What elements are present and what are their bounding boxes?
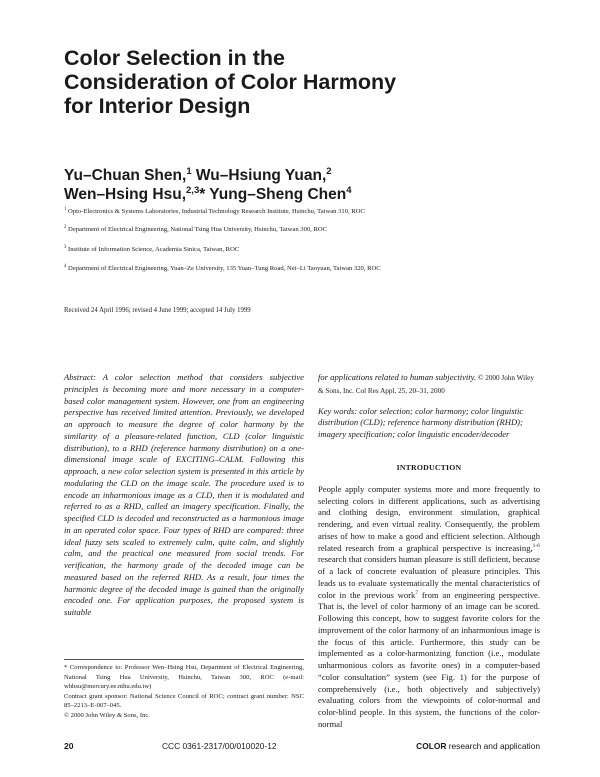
abstract [64, 372, 304, 619]
author-line-1 [64, 166, 564, 185]
affiliation-4 [64, 264, 484, 275]
title-line-3: for Interior Design [64, 94, 251, 118]
author-list [64, 166, 564, 204]
keywords-text: color selection; color harmony; color linguistic distribution (CLD); reference harmony distribution (RHD); imagery specification; color linguistic encoder/decoder [318, 405, 524, 439]
affiliation-1 [64, 207, 484, 218]
affiliation-text: Department of Electrical Engineering, Yuan–Ze University, 135 Yuan–Tung Road, Nei–Li Taoyuan, Taiwan 320, ROC [66, 265, 381, 272]
journal-name-rest: research and application [446, 741, 540, 751]
section-heading-introduction: INTRODUCTION [396, 462, 462, 472]
affiliation-number: 2 [64, 224, 67, 230]
abstract-continuation [318, 372, 540, 398]
keywords-label: Key words: [318, 405, 358, 416]
correspondence-footnote: * Correspondence to: Professor Wen–Hsing Hsu, Department of Electrical Engineering, National Tsing Hua University, Hsinchu, Taiwan 300, ROC (e-mail: whhsu@mercury.ee.nthu.edu.tw) [64, 664, 304, 691]
author-name: Wu–Hsiung Yuan, [191, 167, 327, 184]
received-dates: Received 24 April 1996; revised 4 June 1999; accepted 14 July 1999 [64, 307, 251, 314]
affiliation-text: Department of Electrical Engineering, National Tsing Hua University, Hsinchu, Taiwan 300, ROC [66, 226, 328, 233]
keywords [318, 406, 540, 441]
citation-marker: 7 [415, 589, 419, 596]
article-title [64, 46, 544, 118]
intro-text-part-3: from an engineering perspective. That is, the level of color harmony of an image can be scored. Following this concept, how to suggest favorite colors for the improvement of the color harmony of an inharmonious image is the focus of this article. Furthermore, this study can be implemented as a color-harmonizing function (i.e., modulate unharmonious colors as favorite ones) in a computer-based “color consultation” system (see Fig. 1) for the purpose of comprehensively (i.e., both objectively and subjectively) evaluating colors from the viewpoints of color-normal and color-blind people. In this system, the functions of the color-normal [318, 589, 540, 729]
affiliation-text: Opto-Electronics & Systems Laboratories, Industrial Technology Research Institute, Hsinchu, Taiwan 310, ROC [66, 208, 365, 215]
author-name: Yung–Sheng Chen [205, 186, 347, 203]
footnote-divider [64, 659, 304, 660]
journal-name [416, 741, 540, 751]
grant-footnote: Contract grant sponsor: National Science Council of ROC; contract grant number: NSC 85–2213–E-007–045. [64, 692, 304, 710]
corresponding-author-mark: * [199, 186, 206, 203]
abstract-citation: © 2000 John Wiley & Sons, Inc. Col Res Appl, 25, 20–31, 2000 [318, 374, 534, 395]
abstract-continuation-text: for applications related to human subjectivity. [318, 372, 477, 382]
author-affiliation-mark: 4 [346, 184, 352, 196]
title-line-2: Consideration of Color Harmony [64, 70, 397, 94]
affiliation-3 [64, 245, 484, 256]
affiliation-text: Institute of Information Science, Academia Sinica, Taiwan, ROC [66, 246, 240, 253]
page-number: 20 [64, 741, 74, 751]
ccc-code: CCC 0361-2317/00/010020-12 [162, 741, 277, 751]
author-line-2 [64, 185, 564, 204]
author-affiliation-mark: 2 [326, 165, 332, 177]
abstract-text: A color selection method that considers subjective principles is becoming more and more necessary in a computer-based color management system. However, one from an engineering perspective has received limited attention. Previously, we developed an approach to measure the degree of color harmony by the similarity of a pleasure-related function, CLD (color linguistic distribution), to a RHD (reference harmony distribution) on a one-dimensional image scale of EXCITING–CALM. Following this approach, a new color selection system is presented in this article by modulating the CLD on the image scale. The procedure used is to encode an inharmonious image as a CLD, then it is modulated and referred to as a RHD, called an imagery specification. Finally, the specified CLD is decoded and reconstructed as a harmonious image in an operated color space. Four types of RHD are compared: three ideal fuzzy sets scaled to extremely calm, quite calm, and slightly calm, and the practical one measured from social trends. For verification, the harmony grade of the decoded image can be measured based on the referred RHD. As a result, four times the harmonic degree of the decoded image is gained than the originally encoded one. For application purposes, the proposed system is suitable [64, 372, 304, 617]
affiliation-number: 3 [64, 244, 67, 250]
intro-text-part-2: research that considers human pleasure is still deficient, because of a lack of concrete evaluation of pleasure principles. This leads us to evaluate systematically the mental characteristics of color in the previous work [318, 554, 540, 600]
title-line-1: Color Selection in the [64, 46, 285, 70]
affiliation-number: 4 [64, 263, 67, 269]
journal-name-bold: COLOR [416, 741, 447, 751]
author-affiliation-mark: 2,3 [186, 184, 200, 196]
affiliation-2 [64, 225, 484, 236]
footnotes [64, 663, 304, 721]
author-affiliation-mark: 1 [186, 165, 192, 177]
author-name: Wen–Hsing Hsu, [64, 186, 187, 203]
copyright-footnote: © 2000 John Wiley & Sons, Inc. [64, 711, 150, 719]
affiliation-number: 1 [64, 206, 67, 212]
introduction-paragraph [318, 484, 540, 731]
intro-text-part-1: People apply computer systems more and more frequently to selecting colors in different applications, such as advertising and clothing design, environment simulation, graphical rendering, and even virtual reality. Consequently, the problem arises of how to make a good and efficient selection. Although related research from a graphical perspective is increasing, [318, 483, 540, 553]
author-name: Yu–Chuan Shen, [64, 167, 187, 184]
right-column [318, 372, 540, 731]
abstract-label: Abstract: [64, 372, 96, 382]
citation-marker: 1-6 [532, 542, 540, 549]
